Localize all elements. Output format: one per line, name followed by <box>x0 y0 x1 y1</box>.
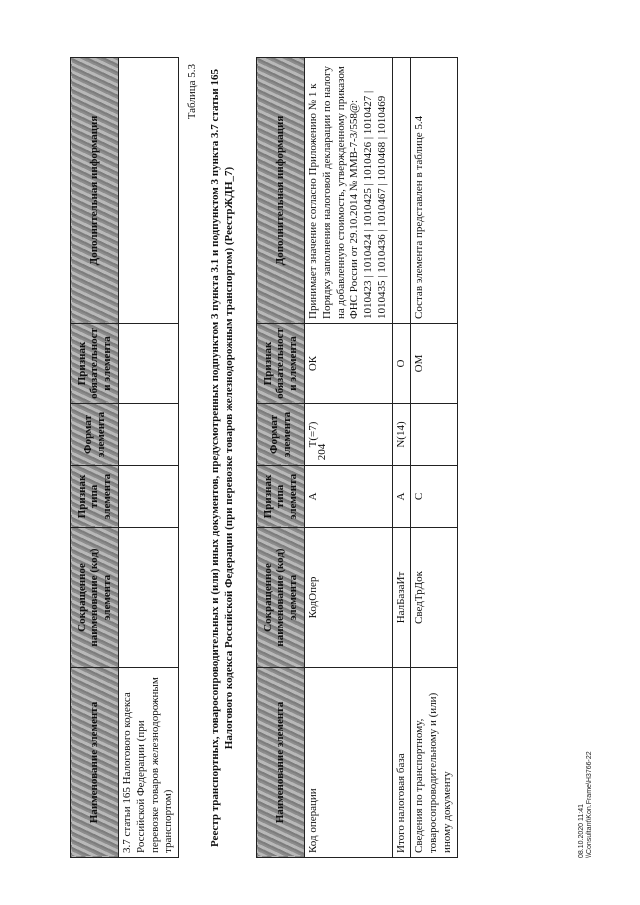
cell-element-code <box>119 528 179 668</box>
header-element-code: Сокращенное наименование (код) элемента <box>257 528 305 668</box>
cell-additional-info: Состав элемента представлен в таблице 5.4 <box>411 58 457 324</box>
register-title: Реестр транспортных, товаросопроводительных и (или) иных документов, предусмотренных подпунктом 3 пункта 3.1 и подпунктом 3 пункта 3.7 статьи 165 Налогового кодекса Российской Федерации (при перевозке товаров железнодорожным транспортом) (РеестрЖДН_7) <box>209 68 236 848</box>
register-table <box>256 57 458 858</box>
table-row <box>392 58 411 858</box>
cell-element-code: СведТрДок <box>411 528 457 668</box>
cell-element-name: 3.7 статьи 165 Налогового кодекса Российской Федерации (при перевозке товаров железнодорожным транспортом) <box>119 668 179 858</box>
header-element-name: Наименование элемента <box>71 668 119 858</box>
cell-element-name: Код операции <box>305 668 393 858</box>
register-table-block <box>256 58 458 858</box>
cell-element-mandatory: ОК <box>305 324 393 404</box>
register-table-header-row <box>257 58 305 858</box>
header-element-type: Признак типа элемента <box>71 466 119 528</box>
table-row <box>411 58 457 858</box>
cell-element-mandatory: О <box>392 324 411 404</box>
page-number: 204 <box>316 443 328 461</box>
continued-table <box>70 57 179 858</box>
header-element-name: Наименование элемента <box>257 668 305 858</box>
header-element-code: Сокращенное наименование (код) элемента <box>71 528 119 668</box>
cell-element-type: А <box>305 466 393 528</box>
cell-element-code: НалБазаИт <box>392 528 411 668</box>
header-element-mandatory: Признак обязательности элемента <box>71 324 119 404</box>
cell-element-format <box>411 404 457 466</box>
header-element-format: Формат элемента <box>257 404 305 466</box>
continued-table-block <box>70 58 179 858</box>
cell-element-format: Т(=7) <box>305 404 393 466</box>
table-label: Таблица 5.3 <box>186 64 198 120</box>
cell-element-name: Итого налоговая база <box>392 668 411 858</box>
cell-element-type: С <box>411 466 457 528</box>
register-heading-block <box>186 58 237 858</box>
header-element-format: Формат элемента <box>71 404 119 466</box>
cell-element-type <box>119 466 179 528</box>
cell-element-name: Сведения по транспортному, товаросопроводительному и (или) иному документу <box>411 668 457 858</box>
cell-element-code: КодОпер <box>305 528 393 668</box>
cell-element-type: А <box>392 466 411 528</box>
cell-element-format <box>119 404 179 466</box>
continued-table-header-row <box>71 58 119 858</box>
header-additional-info: Дополнительная информация <box>71 58 119 324</box>
cell-additional-info: Принимает значение согласно Приложению № 1 к Порядку заполнения налоговой декларации по налогу на добавленную стоимость, утвержденному приказом ФНС России от 29.10.2014 № ММВ-7-3/558@: 1010423 | 1010424 | 1010425 | 1010426 | 1010427 | 1010435 | 1010436 | 1010467 | 1010468 | 1010469 <box>305 58 393 324</box>
footer-source-path: \\Consultant\Kon.Frame\H3766-22 <box>586 751 594 858</box>
footer-timestamp: 08.10.2020 11:41 <box>578 804 585 858</box>
cell-additional-info <box>119 58 179 324</box>
header-element-mandatory: Признак обязательности элемента <box>257 324 305 404</box>
footer-stamp <box>578 658 595 858</box>
header-additional-info: Дополнительная информация <box>257 58 305 324</box>
cell-element-format: N(14) <box>392 404 411 466</box>
header-element-type: Признак типа элемента <box>257 466 305 528</box>
cell-element-mandatory: ОМ <box>411 324 457 404</box>
cell-additional-info <box>392 58 411 324</box>
table-row <box>305 58 393 858</box>
cell-element-mandatory <box>119 324 179 404</box>
table-row <box>119 58 179 858</box>
